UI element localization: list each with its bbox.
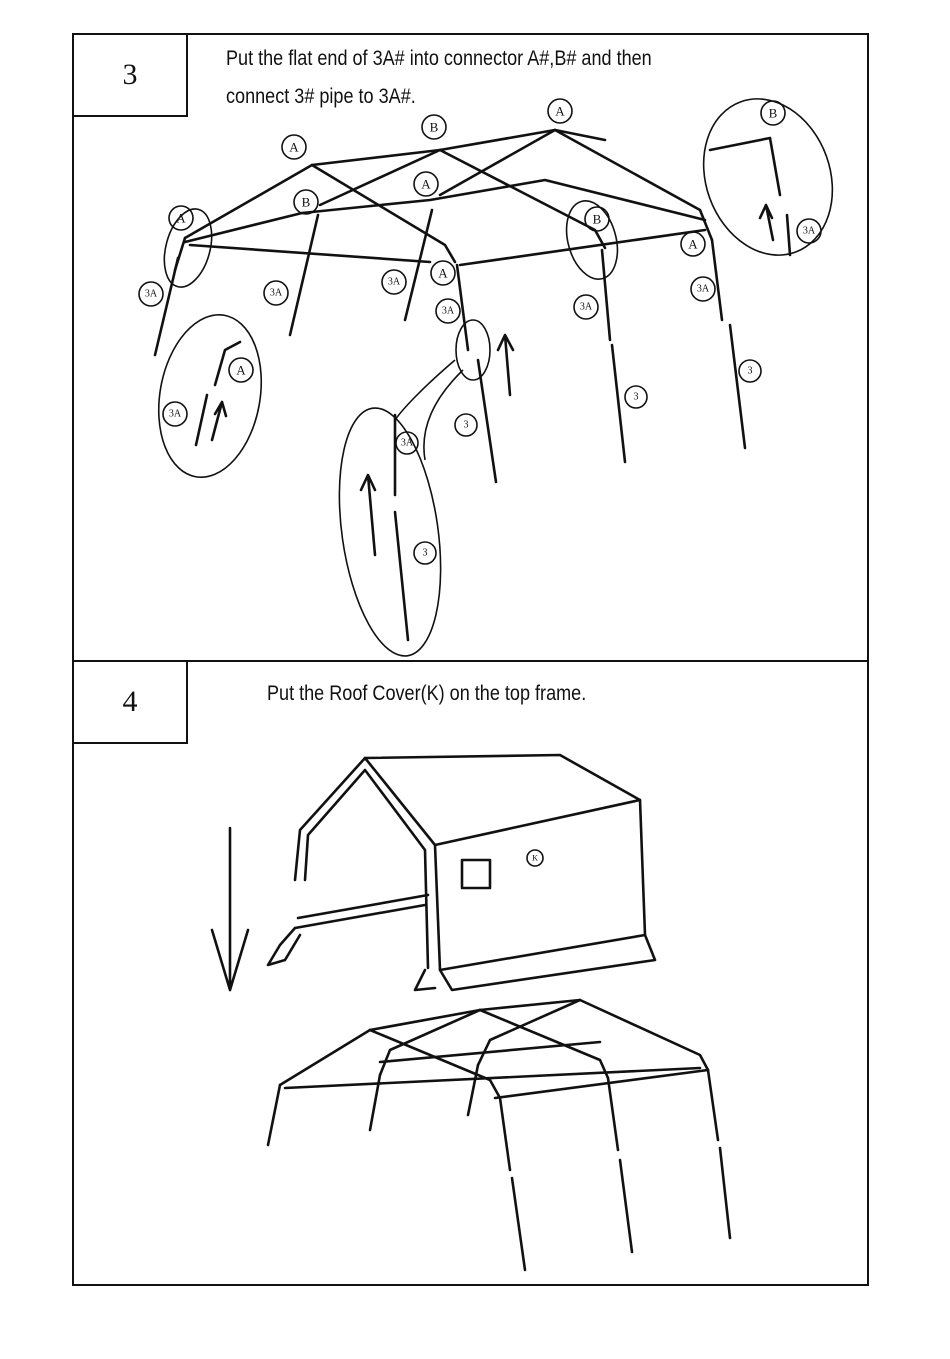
svg-text:K: K — [532, 853, 538, 863]
callout-label — [797, 219, 821, 243]
svg-text:A: A — [555, 103, 565, 119]
callout-label — [455, 414, 477, 436]
callout-label — [585, 207, 609, 231]
svg-text:3A: 3A — [168, 408, 182, 420]
svg-text:A: A — [236, 362, 246, 378]
svg-text:3A: 3A — [802, 225, 816, 237]
svg-text:B: B — [301, 194, 311, 210]
svg-text:A: A — [421, 176, 431, 192]
step-number-box: 4 — [72, 660, 188, 744]
callout-label — [414, 542, 436, 564]
svg-text:3A: 3A — [387, 276, 401, 288]
svg-text:A: A — [289, 139, 299, 155]
svg-text:3: 3 — [422, 547, 428, 559]
callout-label — [574, 295, 598, 319]
svg-text:3: 3 — [463, 419, 469, 431]
callout-label — [436, 299, 460, 323]
callout-label — [422, 115, 446, 139]
svg-text:3A: 3A — [400, 437, 414, 449]
svg-text:A: A — [176, 210, 186, 226]
callout-label — [396, 432, 418, 454]
step-3-callouts — [139, 99, 821, 564]
step-4-roof-cover-drawing — [268, 755, 730, 1270]
callout-label — [163, 402, 187, 426]
svg-text:B: B — [429, 119, 439, 135]
callout-label — [139, 282, 163, 306]
callout-label — [382, 270, 406, 294]
step-instruction-line-1: Put the Roof Cover(K) on the top frame. — [267, 682, 587, 705]
callout-label — [431, 261, 455, 285]
svg-text:3A: 3A — [696, 283, 710, 295]
step-instruction-line-1: Put the flat end of 3A# into connector A#,B# and then — [226, 47, 652, 70]
svg-text:A: A — [438, 265, 448, 281]
callout-label — [739, 360, 761, 382]
callout-label — [548, 99, 572, 123]
svg-text:3A: 3A — [579, 301, 593, 313]
svg-text:B: B — [768, 105, 778, 121]
svg-text:A: A — [688, 236, 698, 252]
callout-label — [681, 232, 705, 256]
callout-label — [761, 101, 785, 125]
step-instruction-line-2: connect 3# pipe to 3A#. — [226, 85, 416, 108]
callout-label — [625, 386, 647, 408]
step-number-box: 3 — [72, 33, 188, 117]
svg-text:3A: 3A — [441, 305, 455, 317]
step-3-frame-drawing — [144, 81, 854, 990]
svg-text:3: 3 — [633, 391, 639, 403]
callout-label — [294, 190, 318, 214]
svg-text:3A: 3A — [269, 287, 283, 299]
callout-label — [229, 358, 253, 382]
svg-text:3A: 3A — [144, 288, 158, 300]
callout-label — [169, 206, 193, 230]
svg-text:B: B — [592, 211, 602, 227]
callout-label — [691, 277, 715, 301]
callout-label — [282, 135, 306, 159]
svg-text:3: 3 — [747, 365, 753, 377]
callout-label — [264, 281, 288, 305]
callout-label — [527, 850, 543, 866]
callout-label — [414, 172, 438, 196]
